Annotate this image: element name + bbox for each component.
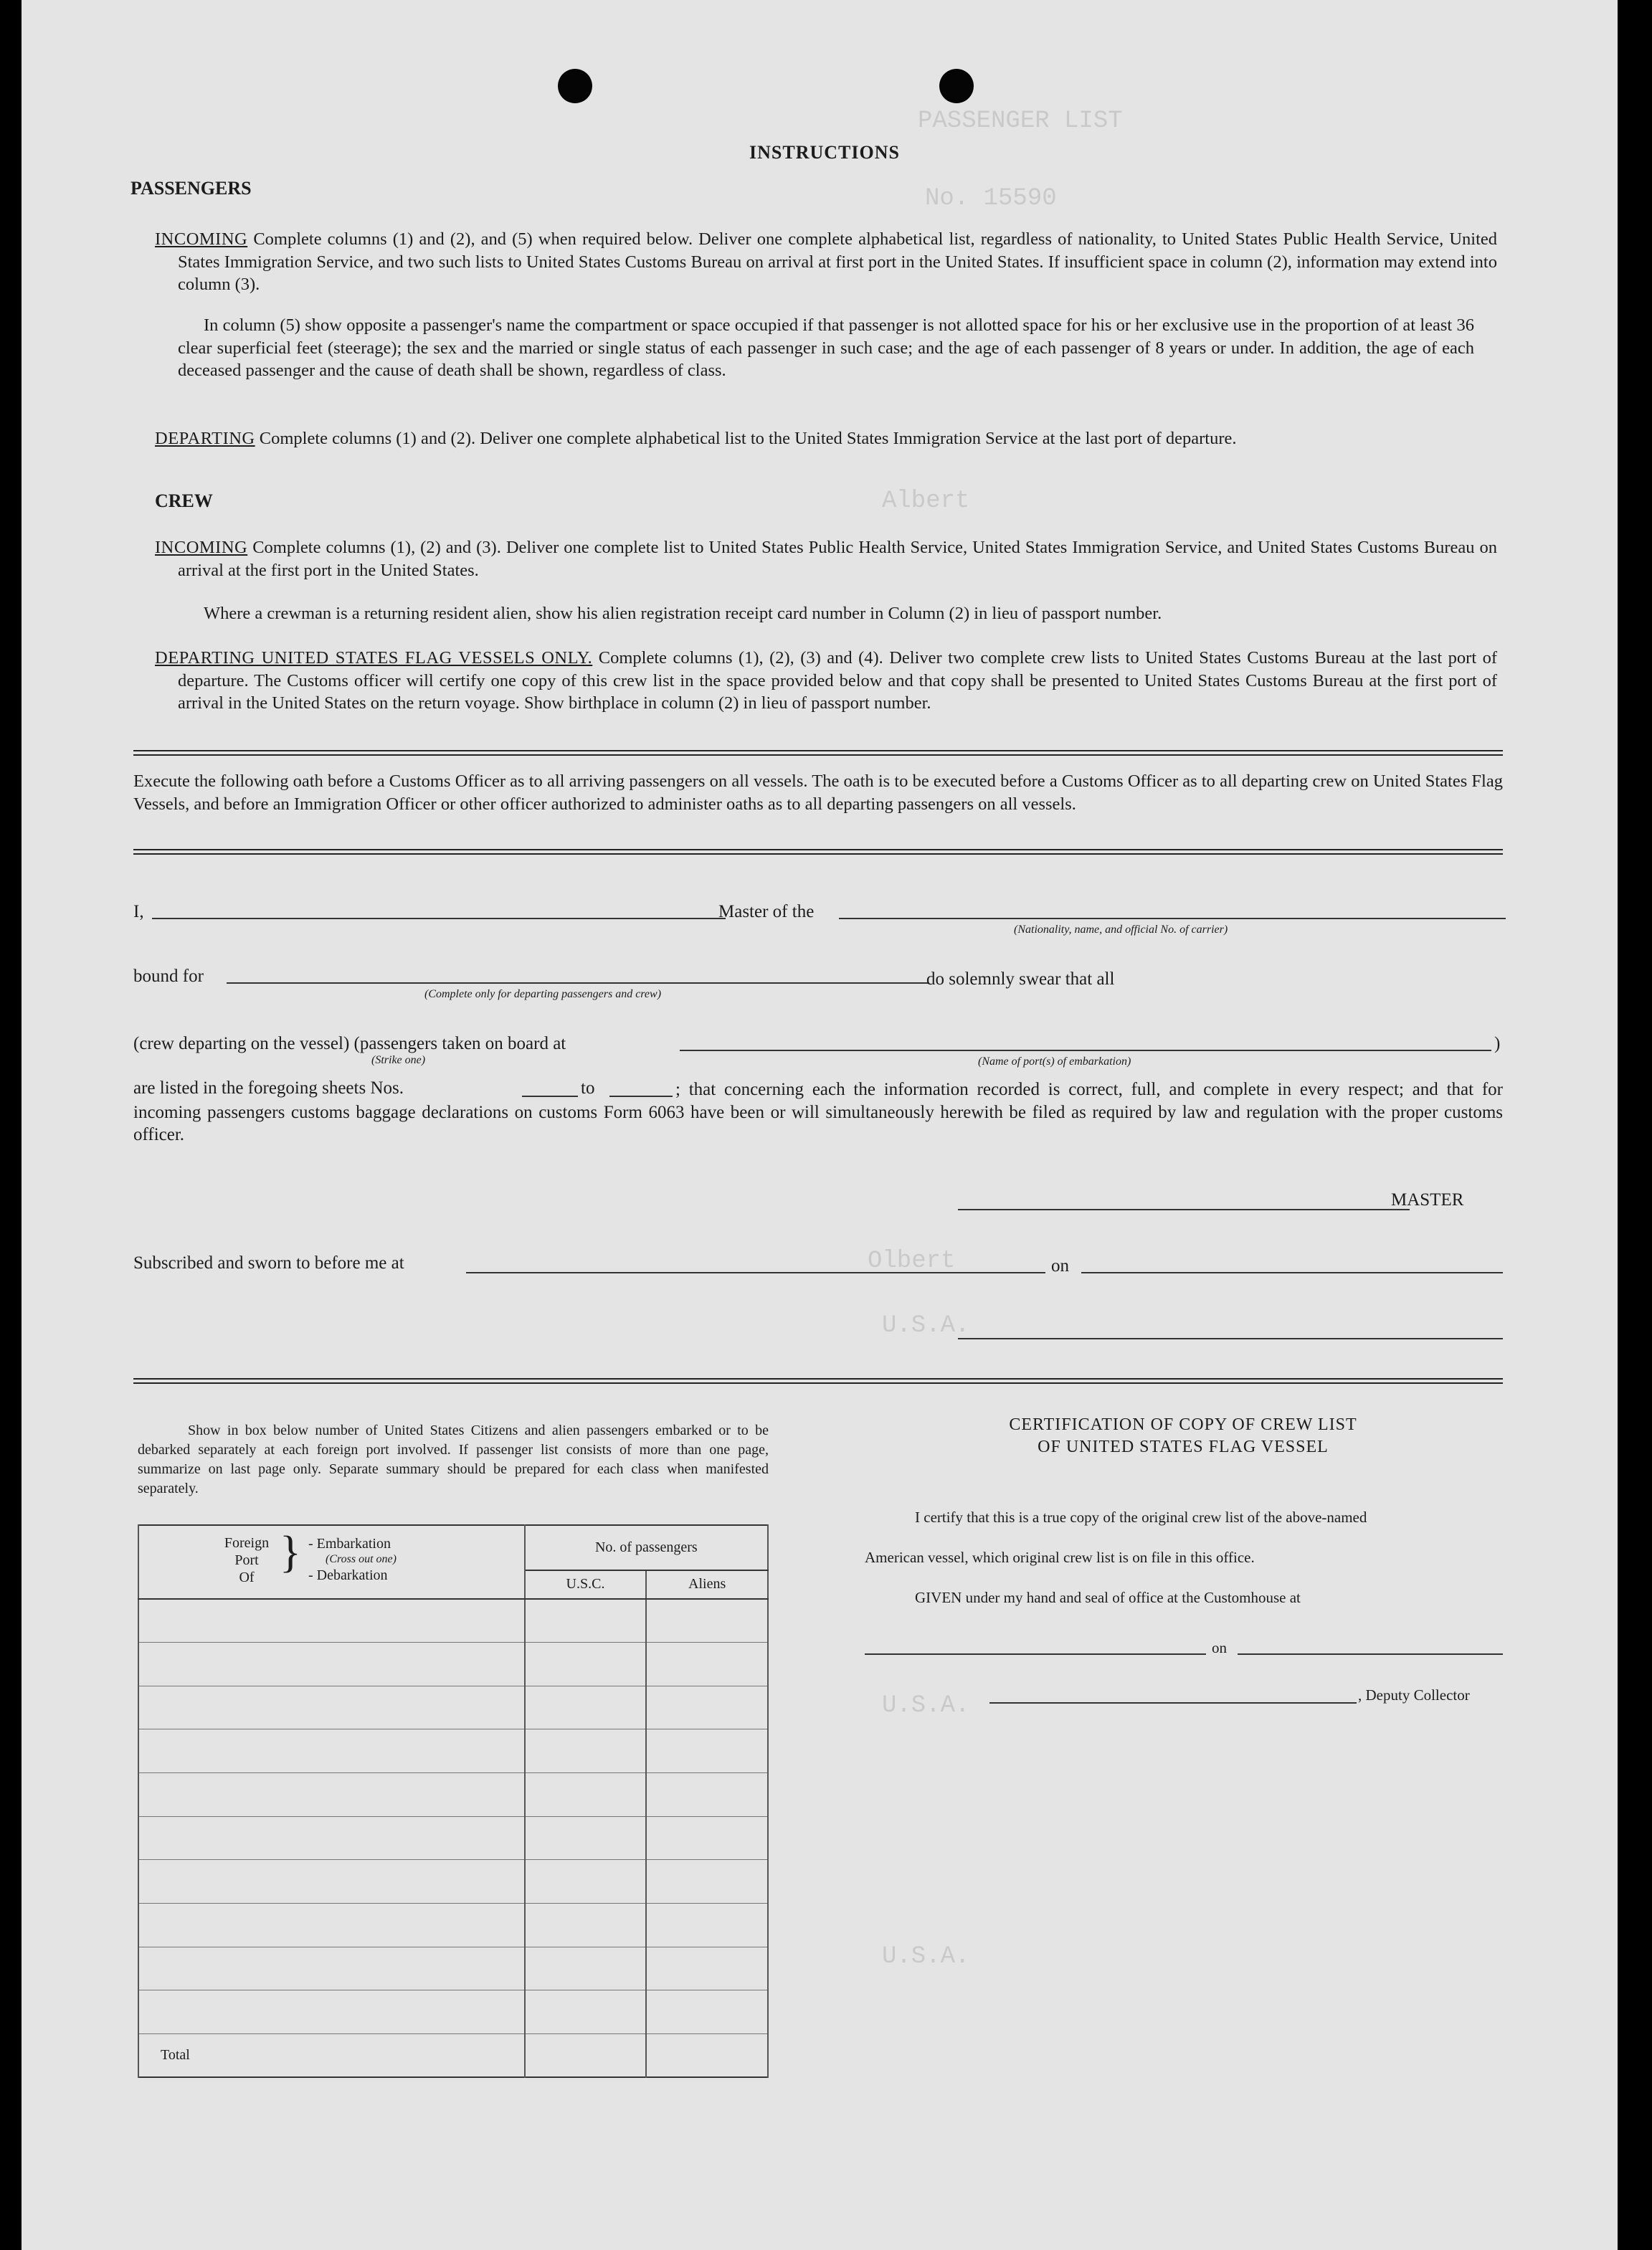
oath-crew-passengers-text: (crew departing on the vessel) (passengers taken on board at — [133, 1034, 566, 1053]
certification-on-label: on — [1212, 1639, 1227, 1656]
section-divider — [133, 1378, 1503, 1380]
oath-to-label: to — [581, 1078, 595, 1098]
punch-hole — [558, 69, 592, 103]
table-cell[interactable] — [646, 1903, 768, 1947]
instruction-crew-incoming: INCOMING Complete columns (1), (2) and (3). Deliver one complete list to United States Public Health Service, United States Immigration Service, and United States Customs Bureau on arrival at the first port in the United States. — [155, 538, 1497, 580]
customhouse-field[interactable] — [865, 1653, 1206, 1655]
usc-header: U.S.C. — [525, 1570, 647, 1599]
summary-instructions: Show in box below number of United States Citizens and alien passengers embarked or to be debarked separately at each foreign port involved. If passenger list consists of more than one page, summarize on last page only. Separate summary should be prepared for each class when manifested separately. — [138, 1423, 769, 1496]
embark-debark-label: - Embarkation (Cross out one) - Debarkation — [308, 1536, 397, 1583]
summary-table — [138, 1524, 769, 2078]
table-cell[interactable] — [646, 1860, 768, 1904]
instruction-crew-resident-alien: Where a crewman is a returning resident alien, show his alien registration receipt card number in Column (2) in lieu of passport number. — [204, 604, 1162, 623]
table-cell[interactable] — [138, 1903, 525, 1947]
bleed-through-text: PASSENGER LIST — [918, 108, 1123, 135]
master-name-field[interactable] — [152, 918, 726, 919]
table-cell[interactable] — [646, 1773, 768, 1817]
table-cell[interactable] — [646, 1599, 768, 1643]
table-cell[interactable] — [646, 1729, 768, 1773]
table-cell[interactable] — [646, 1947, 768, 1990]
deputy-collector-signature[interactable] — [989, 1702, 1357, 1704]
table-cell[interactable] — [525, 1773, 647, 1817]
oath-swear-text: do solemnly swear that all — [926, 969, 1115, 989]
bleed-through-text: U.S.A. — [882, 1692, 970, 1719]
bound-for-hint: (Complete only for departing passengers and crew) — [424, 988, 662, 1000]
table-cell[interactable] — [525, 1686, 647, 1729]
table-cell[interactable] — [525, 1643, 647, 1686]
table-cell[interactable] — [138, 1860, 525, 1904]
section-divider — [133, 754, 1503, 756]
total-row-label: Total — [138, 2033, 525, 2077]
brace-icon: } — [280, 1528, 301, 1577]
form-page — [22, 0, 1618, 2250]
bleed-through-text: Olbert — [868, 1248, 956, 1275]
bleed-through-text: U.S.A. — [882, 1943, 970, 1970]
section-divider — [133, 849, 1503, 850]
oath-statement: ; that concerning each the information recorded is correct, full, and complete in every respect; and that for incoming passengers customs baggage declarations on customs Form 6063 have been or will simultaneously herewith be filed as required by law and regulation with the proper customs officer. — [133, 1080, 1503, 1144]
table-cell[interactable] — [525, 1599, 647, 1643]
table-cell[interactable] — [525, 1903, 647, 1947]
certification-date-field[interactable] — [1238, 1653, 1503, 1655]
master-signature-line[interactable] — [958, 1209, 1410, 1210]
label-incoming: INCOMING — [155, 229, 248, 249]
table-cell[interactable] — [525, 1990, 647, 2034]
carrier-field[interactable] — [839, 918, 1506, 919]
section-divider — [133, 750, 1503, 751]
officer-signature-line[interactable] — [958, 1338, 1503, 1339]
bound-for-field[interactable] — [227, 982, 929, 984]
table-cell[interactable] — [138, 1686, 525, 1729]
table-cell[interactable] — [525, 1860, 647, 1904]
embarkation-port-field[interactable] — [680, 1050, 1491, 1051]
instruction-crew-departing-flag: DEPARTING UNITED STATES FLAG VESSELS ONLY. Complete columns (1), (2), (3) and (4). Deliver two complete crew lists to United States Customs Bureau at the last port of departure. The Customs officer will certify one copy of this crew list in the space provided below and that copy shall be presented to United States Customs Bureau at the first port of arrival in the United States on the return voyage. Show birthplace in column (2) in lieu of passport number. — [155, 648, 1497, 713]
certification-statement-1: I certify that this is a true copy of the original crew list of the above-named — [915, 1509, 1367, 1526]
total-aliens-cell[interactable] — [646, 2033, 768, 2077]
table-cell[interactable] — [138, 1773, 525, 1817]
deputy-collector-label: , Deputy Collector — [1358, 1686, 1470, 1704]
table-cell[interactable] — [525, 1816, 647, 1860]
table-cell[interactable] — [525, 1729, 647, 1773]
total-usc-cell[interactable] — [525, 2033, 647, 2077]
section-divider — [133, 853, 1503, 855]
table-cell[interactable] — [646, 1816, 768, 1860]
table-cell[interactable] — [138, 1599, 525, 1643]
subscribed-place-field[interactable] — [466, 1272, 1045, 1273]
foreign-port-of-label: Foreign Port Of — [224, 1535, 270, 1585]
section-divider — [133, 1382, 1503, 1384]
strike-one-hint: (Strike one) — [371, 1054, 426, 1066]
table-cell[interactable] — [138, 1816, 525, 1860]
table-cell[interactable] — [525, 1947, 647, 1990]
certification-title: CERTIFICATION OF COPY OF CREW LIST OF UNITED STATES FLAG VESSEL — [1009, 1415, 1357, 1456]
table-cell[interactable] — [138, 1729, 525, 1773]
bleed-through-text: Albert — [882, 488, 970, 515]
label-departing-flag: DEPARTING UNITED STATES FLAG VESSELS ONLY. — [155, 648, 593, 668]
certification-given: GIVEN under my hand and seal of office at the Customhouse at — [915, 1589, 1301, 1606]
section-heading-crew: CREW — [155, 490, 213, 511]
oath-bound-for-label: bound for — [133, 967, 204, 986]
bleed-through-text: U.S.A. — [882, 1312, 970, 1339]
port-header-cell — [138, 1525, 525, 1599]
page-title: INSTRUCTIONS — [749, 142, 900, 163]
oath-closing-paren: ) — [1494, 1034, 1501, 1053]
no-of-passengers-header: No. of passengers — [525, 1525, 768, 1570]
oath-i-label: I, — [133, 902, 144, 921]
punch-hole — [939, 69, 974, 103]
table-cell[interactable] — [646, 1686, 768, 1729]
table-cell[interactable] — [138, 1947, 525, 1990]
section-heading-passengers: PASSENGERS — [130, 178, 252, 199]
oath-master-of-label: Master of the — [718, 902, 815, 921]
table-cell[interactable] — [138, 1990, 525, 2034]
table-cell[interactable] — [138, 1643, 525, 1686]
label-departing: DEPARTING — [155, 429, 255, 448]
subscribed-on-label: on — [1051, 1256, 1069, 1276]
aliens-header: Aliens — [646, 1570, 768, 1599]
table-cell[interactable] — [646, 1643, 768, 1686]
instruction-passengers-column5: In column (5) show opposite a passenger's name the compartment or space occupied if that passenger is not allotted space for his or her exclusive use in the proportion of at least 36 clear superficial feet (steerage); the sex and the married or single status of each passenger in such case; and the age of each passenger of 8 years or under. In addition, the age of each deceased passenger and the cause of death shall be shown, regardless of class. — [178, 315, 1474, 380]
oath-sheets-label: are listed in the foregoing sheets Nos. — [133, 1078, 404, 1098]
embarkation-hint: (Name of port(s) of embarkation) — [978, 1055, 1131, 1068]
instruction-passengers-departing: DEPARTING Complete columns (1) and (2). Deliver one complete alphabetical list to the United States Immigration Service at the last port of departure. — [155, 429, 1237, 448]
table-cell[interactable] — [646, 1990, 768, 2034]
master-signature-label: MASTER — [1391, 1190, 1464, 1210]
bleed-through-text: No. 15590 — [925, 185, 1057, 212]
oath-instructions: Execute the following oath before a Customs Officer as to all arriving passengers on all vessels. The oath is to be executed before a Customs Officer as to all departing crew on United States Flag Vessels, and before an Immigration Officer or other officer authorized to administer oaths as to all departing passengers on all vessels. — [133, 772, 1503, 814]
label-crew-incoming: INCOMING — [155, 538, 248, 557]
carrier-hint: (Nationality, name, and official No. of carrier) — [1014, 924, 1228, 936]
subscribed-date-field[interactable] — [1081, 1272, 1503, 1273]
subscribed-label: Subscribed and sworn to before me at — [133, 1253, 404, 1273]
certification-statement-2: American vessel, which original crew list is on file in this office. — [865, 1549, 1255, 1566]
instruction-passengers-incoming: INCOMING Complete columns (1) and (2), and (5) when required below. Deliver one complete alphabetical list, regardless of nationality, to United States Public Health Service, United States Immigration Service, and two such lists to United States Customs Bureau on arrival at first port in the United States. If insufficient space in column (2), information may extend into column (3). — [155, 229, 1497, 294]
